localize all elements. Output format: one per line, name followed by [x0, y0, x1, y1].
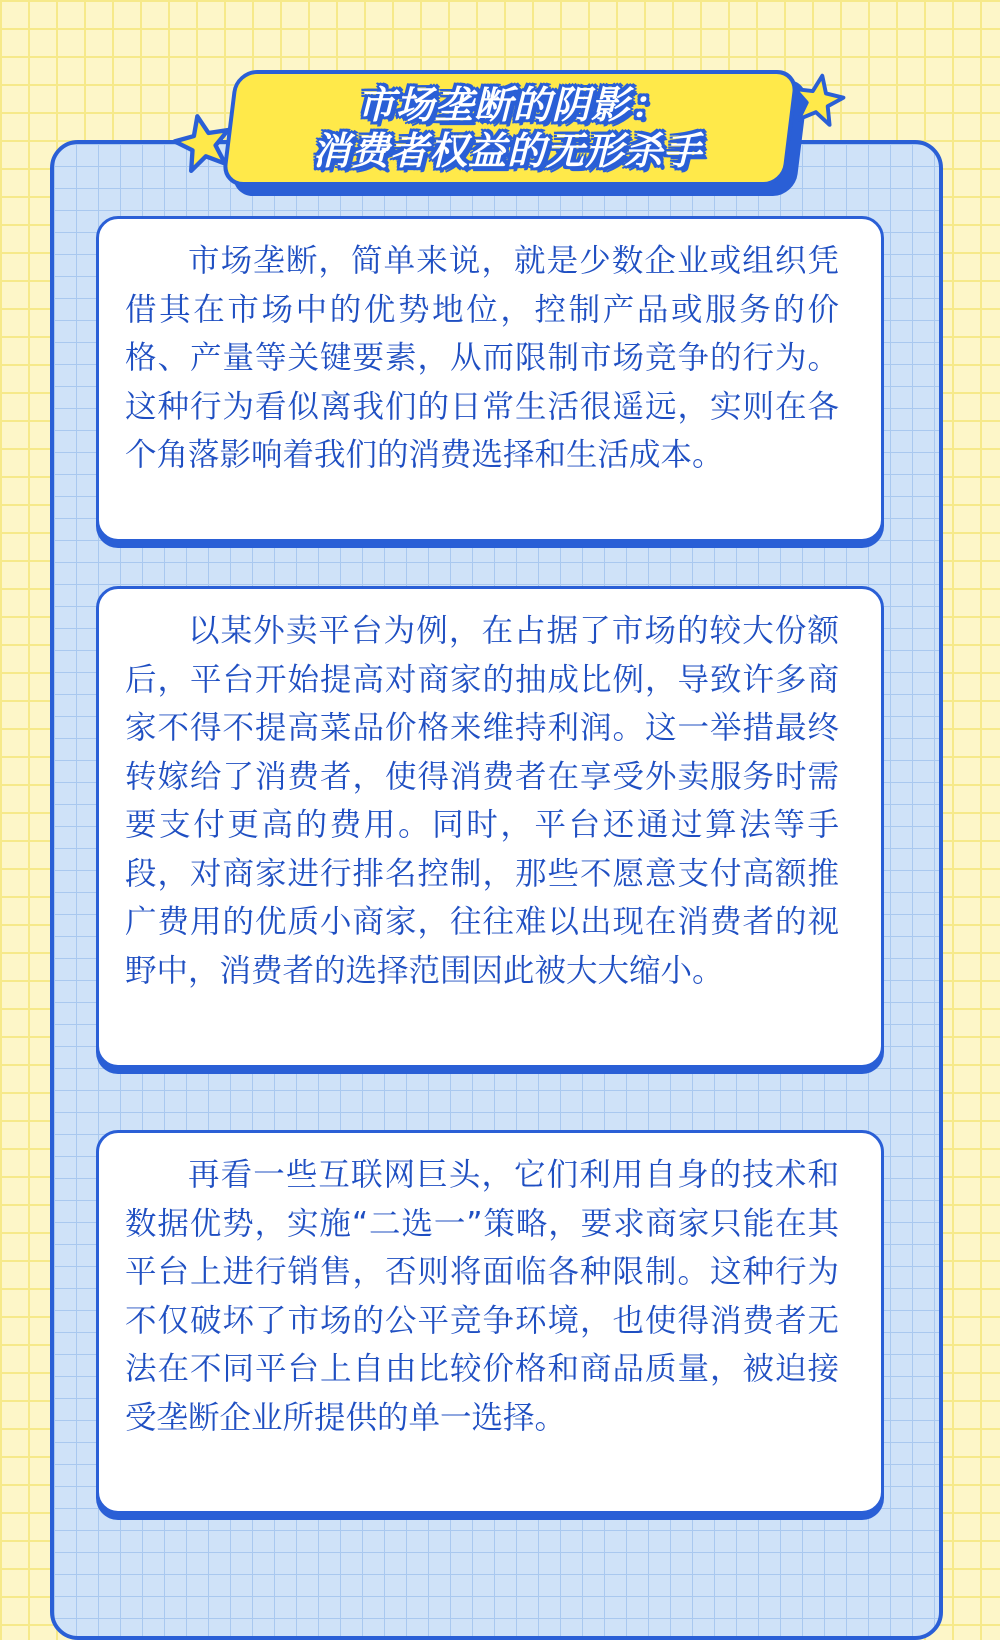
star-icon [790, 72, 846, 128]
paragraph-text: 市场垄断，简单来说，就是少数企业或组织凭借其在市场中的优势地位，控制产品或服务的价格、产量等关键要素，从而限制市场竞争的行为。这种行为看似离我们的日常生活很遥远，实则在各个角落影响着我们的消费选择和生活成本。 [125, 243, 839, 473]
paragraph-text: 再看一些互联网巨头，它们利用自身的技术和数据优势，实施“二选一”策略，要求商家只能在其平台上进行销售，否则将面临各种限制。这种行为不仅破坏了市场的公平竞争环境，也使得消费者无法在不同平台上自由比较价格和商品质量，被迫接受垄断企业所提供的单一选择。 [125, 1157, 839, 1436]
page-title-line-2: 消费者权益的无形杀手 [312, 129, 703, 173]
paragraph-card-3 [96, 1130, 884, 1514]
page-title-line-1: 市场垄断的阴影： [356, 83, 669, 127]
paragraph-text: 以某外卖平台为例，在占据了市场的较大份额后，平台开始提高对商家的抽成比例，导致许多商家不得不提高菜品价格来维持利润。这一举措最终转嫁给了消费者，使得消费者在享受外卖服务时需要支付更高的费用。同时，平台还通过算法等手段，对商家进行排名控制，那些不愿意支付高额推广费用的优质小商家，往往难以出现在消费者的视野中，消费者的选择范围因此被大大缩小。 [125, 613, 839, 989]
star-icon [172, 112, 234, 174]
title-banner [221, 70, 799, 186]
paragraph-card-1 [96, 216, 884, 542]
paragraph-card-2 [96, 586, 884, 1068]
